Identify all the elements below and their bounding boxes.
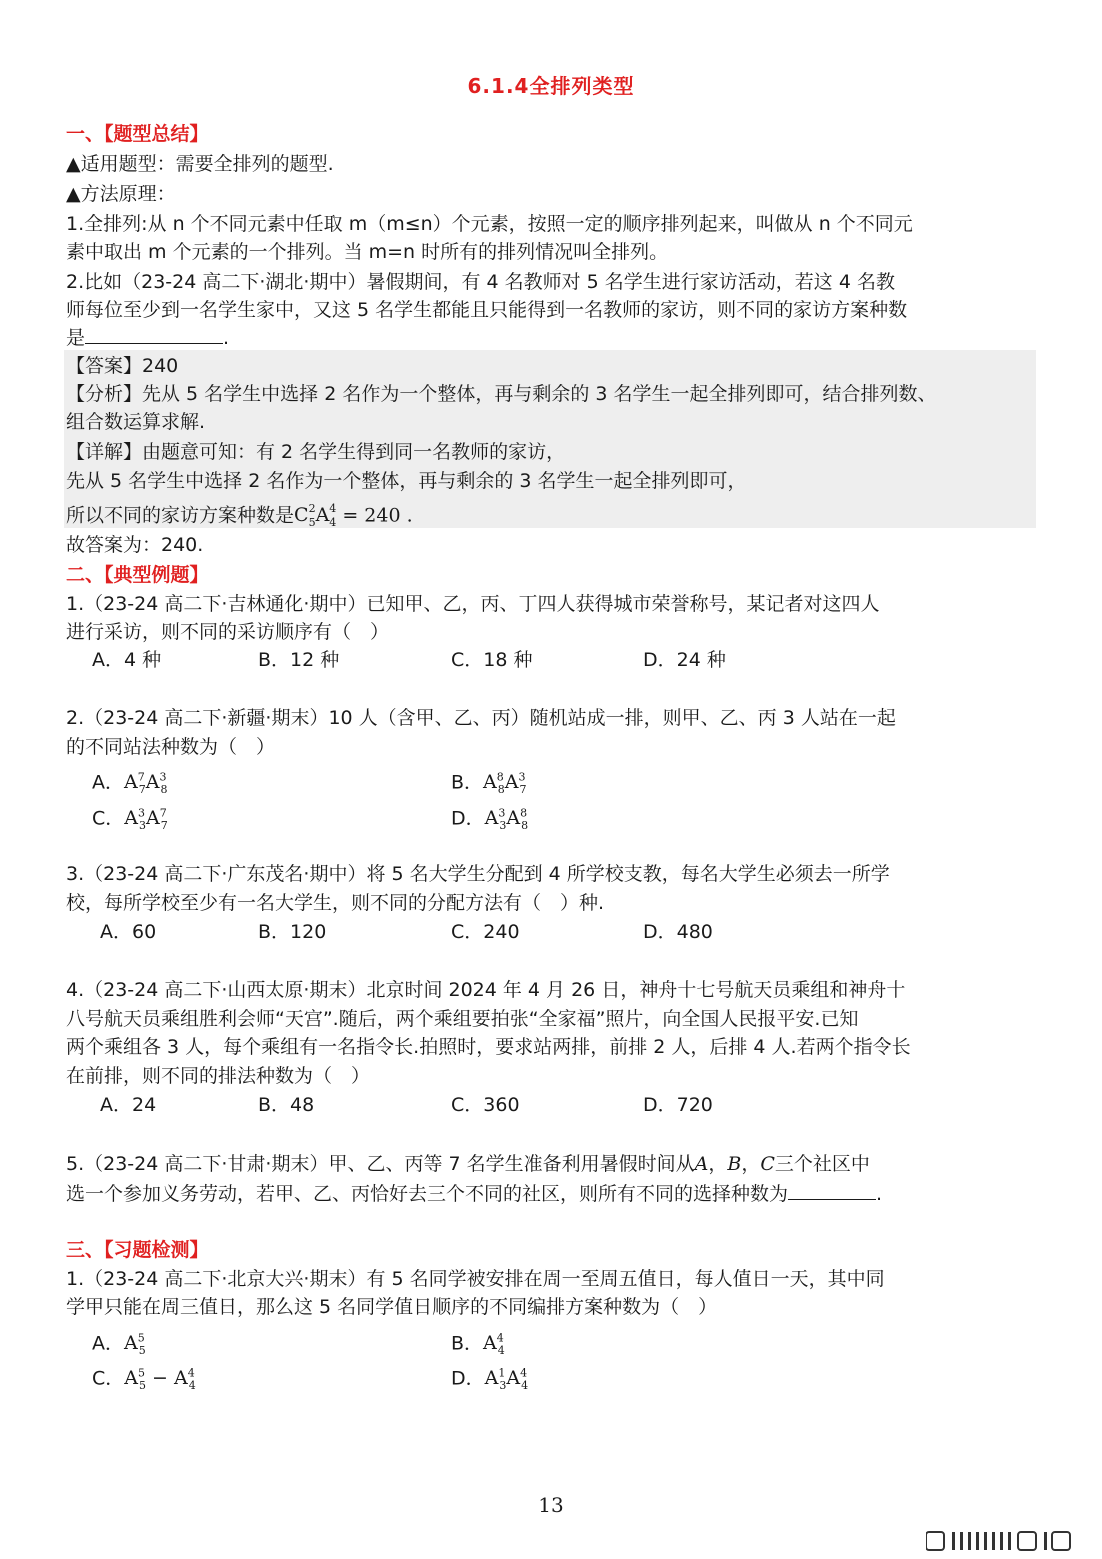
section1-line: 素中取出 m 个元素的一个排列。当 m=n 时所有的排列情况叫全排列。 xyxy=(66,241,669,263)
q1-option-a: A．4 种 xyxy=(92,649,162,671)
q5-text: 5.（23-24 高二下·甘肃·期末）甲、乙、丙等 7 名学生准备利用暑假时间从 xyxy=(66,1153,695,1175)
q2-option-d xyxy=(451,800,528,840)
section1-line: 师每位至少到一名学生家中，又这 5 名学生都能且只能得到一名教师的家访，则不同的家访方案种数 xyxy=(66,299,908,321)
option-label: A． xyxy=(92,1332,124,1355)
q4-line: 4.（23-24 高二下·山西太原·期末）北京时间 2024 年 4 月 26 日，神舟十七号航天员乘组和神舟十 xyxy=(66,979,906,1001)
watermark-icon xyxy=(926,1530,1076,1552)
q2-option-a xyxy=(92,764,167,804)
answer-line: 【答案】240 xyxy=(66,355,179,377)
analysis-line: 组合数运算求解. xyxy=(66,411,206,433)
q5-answer-blank xyxy=(788,1181,876,1200)
q5-text: 选一个参加义务劳动，若甲、乙、丙恰好去三个不同的社区，则所有不同的选择种数为 xyxy=(66,1183,789,1205)
q1-option-c: C．18 种 xyxy=(451,649,533,671)
section1-heading: 一、【题型总结】 xyxy=(66,123,209,145)
q1-option-d: D．24 种 xyxy=(643,649,726,671)
section1-line-text: 是 xyxy=(66,327,86,349)
analysis-line: 【分析】先从 5 名学生中选择 2 名作为一个整体，再与剩余的 3 名学生一起全排列即可，结合排列数、 xyxy=(66,383,937,405)
section1-line: 2.比如（23-24 高二下·湖北·期中）暑假期间，有 4 名教师对 5 名学生进行家访活动，若这 4 名教 xyxy=(66,271,895,293)
q1-line: 进行采访，则不同的采访顺序有（ ） xyxy=(66,621,390,643)
section1-line-last: 是 . xyxy=(66,327,230,349)
s3-q1-line: 1.（23-24 高二下·北京大兴·期末）有 5 名同学被安排在周一至周五值日，每人值日一天，其中同 xyxy=(66,1268,885,1290)
detail-line: 先从 5 名学生中选择 2 名作为一个整体，再与剩余的 3 名学生一起全排列即可， xyxy=(66,470,747,492)
q5-text: 三个社区中 xyxy=(774,1153,870,1175)
q4-option-c: C．360 xyxy=(451,1094,520,1116)
section1-line: ▲适用题型：需要全排列的题型. xyxy=(66,153,334,175)
detail-line: 【详解】由题意可知：有 2 名学生得到同一名教师的家访， xyxy=(66,441,566,463)
page-number: 13 xyxy=(538,1493,564,1517)
community-a: A xyxy=(694,1153,709,1175)
formula-a31-a44: $A^1_3A^4_4$ xyxy=(484,1367,529,1393)
option-label: B． xyxy=(451,771,484,794)
formula-a55-minus-a44: $A^5_5 - A^4_4$ xyxy=(124,1367,196,1393)
option-label: D． xyxy=(451,1367,485,1390)
formula-a77-a83: $A^7_7A^3_8$ xyxy=(124,771,168,797)
section1-line: 1.全排列:从 n 个不同元素中任取 m（m≤n）个元素，按照一定的顺序排列起来，叫做从 n 个不同元 xyxy=(66,213,913,235)
formula-a33-a77: $A^3_3A^7_7$ xyxy=(124,807,168,833)
s3-q1-line: 学甲只能在周三值日，那么这 5 名同学值日顺序的不同编排方案种数为（ ） xyxy=(66,1296,718,1318)
q3-line: 3.（23-24 高二下·广东茂名·期中）将 5 名大学生分配到 4 所学校支教，每名大学生必须去一所学 xyxy=(66,863,890,885)
q2-option-b xyxy=(451,764,527,804)
option-label: C． xyxy=(92,807,125,830)
community-b: B xyxy=(727,1153,742,1175)
q4-line: 在前排，则不同的排法种数为（ ） xyxy=(66,1065,371,1087)
q4-line: 两个乘组各 3 人，每个乘组有一名指令长.拍照时，要求站两排，前排 2 人，后排 4 人.若两个指令长 xyxy=(66,1036,911,1058)
section2-heading: 二、【典型例题】 xyxy=(66,564,209,586)
q1-line: 1.（23-24 高二下·吉林通化·期中）已知甲、乙，丙、丁四人获得城市荣誉称号，某记者对这四人 xyxy=(66,593,880,615)
section1-line: ▲方法原理： xyxy=(66,183,176,205)
q3-option-b: B．120 xyxy=(258,921,327,943)
option-label: A． xyxy=(92,771,124,794)
formula-a33-a88: $A^3_3A^8_8$ xyxy=(484,807,529,833)
q2-line: 2.（23-24 高二下·新疆·期末）10 人（含甲、乙、丙）随机站成一排，则甲、乙、丙 3 人站在一起 xyxy=(66,707,896,729)
formula-result: = 240 . xyxy=(342,504,413,527)
q4-option-a: A．24 xyxy=(100,1094,157,1116)
q5-line-2: 选一个参加义务劳动，若甲、乙、丙恰好去三个不同的社区，则所有不同的选择种数为 . xyxy=(66,1183,883,1205)
page-title: 6.1.4全排列类型 xyxy=(467,74,635,98)
q4-line: 八号航天员乘组胜利会师“天宫”.随后，两个乘组要拍张“全家福”照片，向全国人民报平安.已知 xyxy=(66,1008,859,1030)
formula-a88-a73: $A^8_8A^3_7$ xyxy=(483,771,527,797)
formula-a44: $A^4_4$ xyxy=(483,1332,505,1358)
q1-option-b: B．12 种 xyxy=(258,649,340,671)
q3-option-a: A．60 xyxy=(100,921,157,943)
q2-line: 的不同站法种数为（ ） xyxy=(66,736,276,758)
formula-c52-a44: $C^2_5A^4_4$ xyxy=(294,502,337,530)
option-label: B． xyxy=(451,1332,484,1355)
detail-text: 所以不同的家访方案种数是 xyxy=(66,504,295,527)
option-label: D． xyxy=(451,807,485,830)
q3-option-c: C．240 xyxy=(451,921,520,943)
section3-heading: 三、【习题检测】 xyxy=(66,1239,209,1261)
q4-option-d: D．720 xyxy=(643,1094,713,1116)
q2-option-c xyxy=(92,800,168,840)
s3-q1-option-c xyxy=(92,1360,196,1400)
community-c: C xyxy=(760,1153,775,1175)
final-answer-line: 故答案为：240. xyxy=(66,534,204,556)
option-label: C． xyxy=(92,1367,125,1390)
q3-line: 校，每所学校至少有一名大学生，则不同的分配方法有（ ）种. xyxy=(66,892,605,914)
q4-option-b: B．48 xyxy=(258,1094,315,1116)
answer-blank xyxy=(85,325,223,344)
q3-option-d: D．480 xyxy=(643,921,713,943)
q5-line: 5.（23-24 高二下·甘肃·期末）甲、乙、丙等 7 名学生准备利用暑假时间从A，B，C三个社区中 xyxy=(66,1153,870,1175)
s3-q1-option-d xyxy=(451,1360,528,1400)
formula-a55: $A^5_5$ xyxy=(124,1332,146,1358)
